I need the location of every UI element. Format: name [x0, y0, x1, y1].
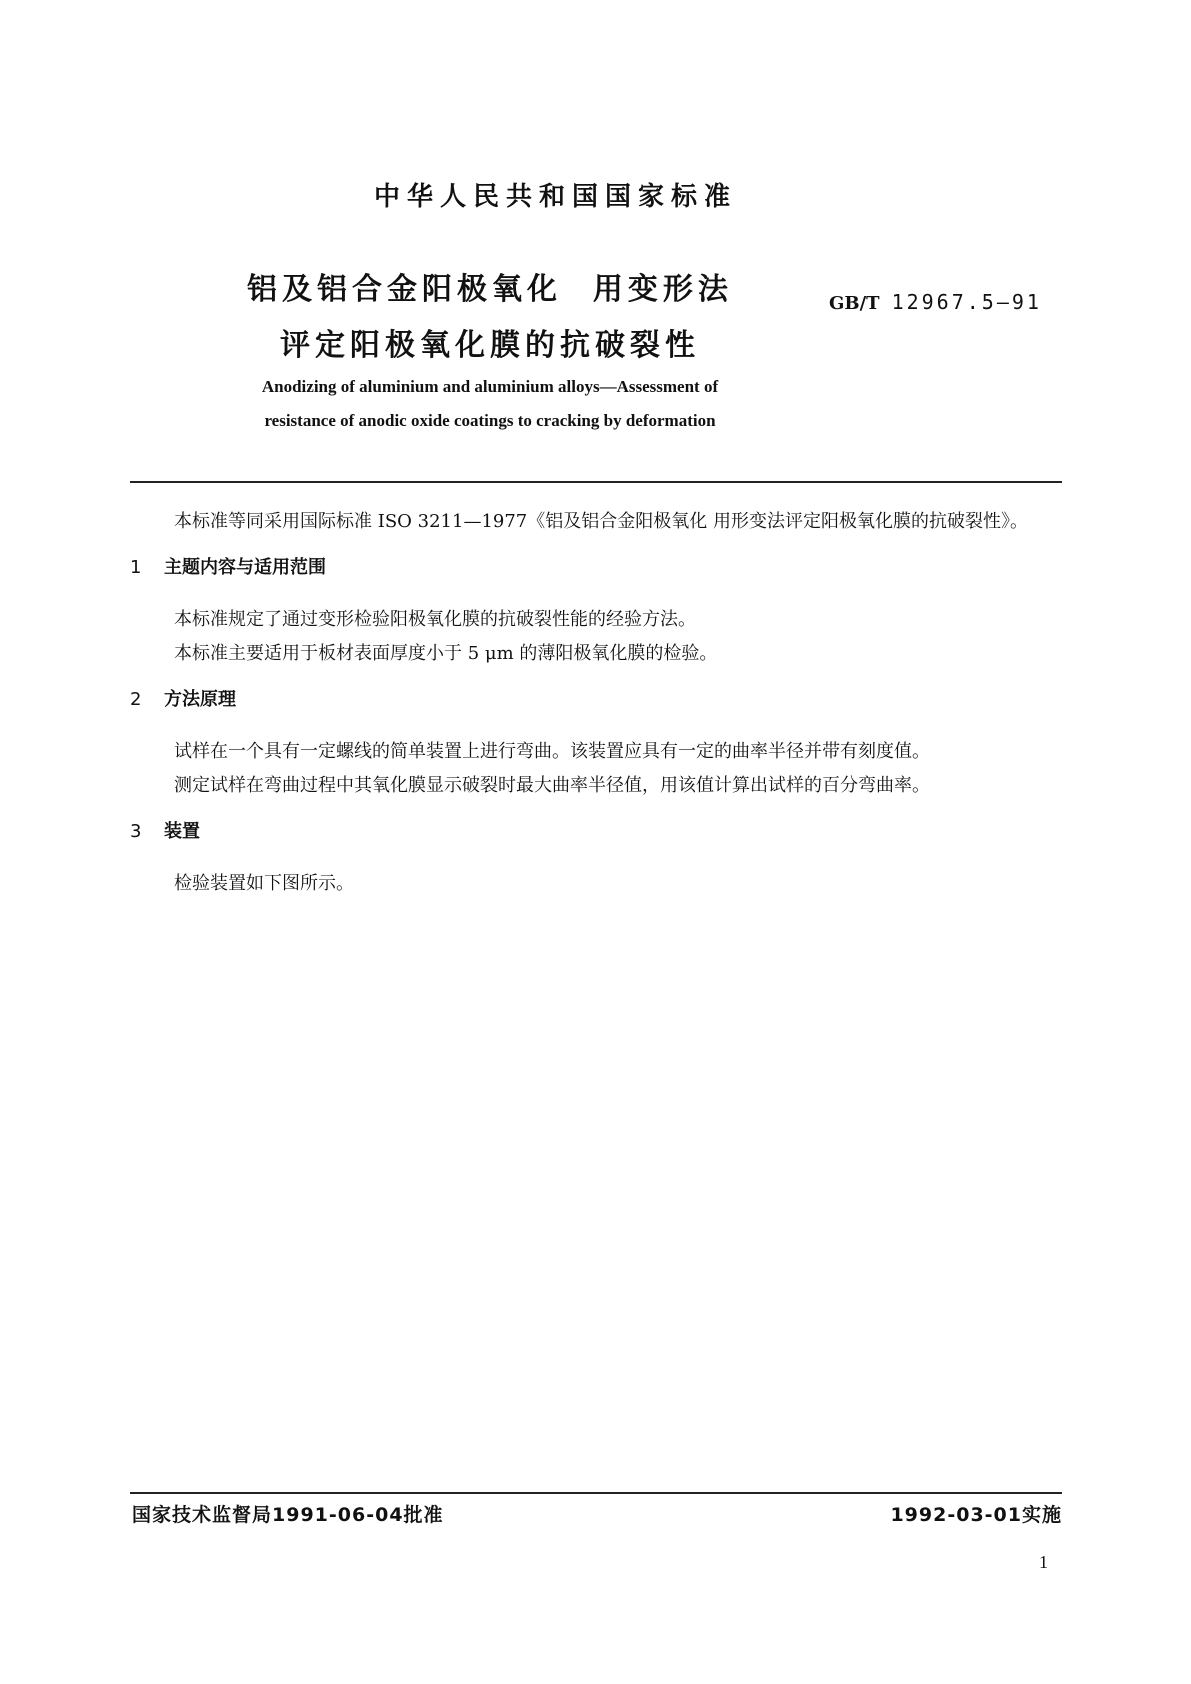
paragraph: 本标准主要适用于板材表面厚度小于 5 μm 的薄阳极氧化膜的检验。 — [174, 643, 718, 664]
document-body — [130, 505, 1062, 901]
section-number: 1 — [130, 557, 142, 578]
english-title-line-1: Anodizing of aluminium and aluminium alloys—Assessment of — [261, 377, 719, 396]
section-heading — [130, 553, 1062, 583]
standard-code: 12967.5—91 — [891, 290, 1042, 314]
section-heading — [130, 685, 1062, 715]
implementation-date: 1992-03-01实施 — [890, 1504, 1062, 1526]
section-heading — [130, 817, 1062, 847]
page-number: 1 — [1039, 1552, 1048, 1572]
section-1 — [130, 553, 1062, 671]
section-number: 2 — [130, 689, 142, 710]
section-2 — [130, 685, 1062, 803]
section-number: 3 — [130, 821, 142, 842]
section-title: 主题内容与适用范围 — [164, 557, 326, 578]
paragraph: 测定试样在弯曲过程中其氧化膜显示破裂时最大曲率半径值，用该值计算出试样的百分弯曲率。 — [174, 775, 930, 796]
intro-paragraph: 本标准等同采用国际标准 ISO 3211—1977《铝及铝合金阳极氧化 用形变法评定阳极氧化膜的抗破裂性》。 — [174, 511, 1028, 532]
section-title: 方法原理 — [164, 689, 236, 710]
title-line-2: 评定阳极氧化膜的抗破裂性 — [280, 328, 700, 363]
section-3 — [130, 817, 1062, 901]
standard-prefix: GB/T — [829, 293, 880, 314]
section-title: 装置 — [164, 821, 200, 842]
paragraph: 试样在一个具有一定螺线的简单装置上进行弯曲。该装置应具有一定的曲率半径并带有刻度值。 — [174, 741, 930, 762]
standard-number — [829, 290, 1042, 314]
chinese-title — [230, 262, 750, 374]
paragraph: 检验装置如下图所示。 — [174, 873, 354, 894]
national-standard-header: 中华人民共和国国家标准 — [373, 182, 737, 212]
english-title-line-2: resistance of anodic oxide coatings to cracking by deformation — [264, 411, 716, 430]
title-line-1: 铝及铝合金阳极氧化 用变形法 — [247, 272, 733, 307]
english-title — [190, 370, 790, 438]
header-divider — [130, 481, 1062, 483]
approval-date: 国家技术监督局1991-06-04批准 — [132, 1504, 444, 1526]
paragraph: 本标准规定了通过变形检验阳极氧化膜的抗破裂性能的经验方法。 — [174, 609, 696, 630]
footer-divider — [130, 1492, 1062, 1494]
